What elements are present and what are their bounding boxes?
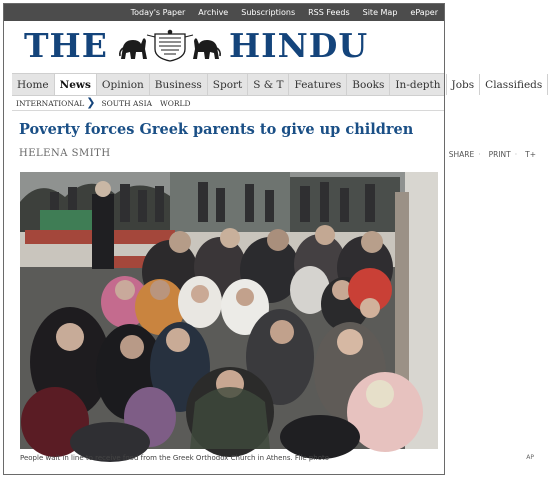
masthead[interactable] — [4, 21, 444, 71]
nav-item-news[interactable]: News — [55, 74, 97, 95]
nav-item-s-and-t[interactable]: S & T — [248, 74, 289, 95]
print-button[interactable]: PRINT — [488, 150, 511, 159]
nav-item-classifieds[interactable]: Classifieds — [480, 74, 548, 95]
utility-bar — [4, 4, 444, 21]
archive-link[interactable]: Archive — [198, 8, 229, 17]
photo-credit: AP — [526, 454, 534, 461]
nav-item-home[interactable]: Home — [12, 74, 55, 95]
nav-item-features[interactable]: Features — [289, 74, 347, 95]
nav-item-opinion[interactable]: Opinion — [97, 74, 150, 95]
nav-item-sport[interactable]: Sport — [208, 74, 248, 95]
main-nav — [12, 73, 543, 96]
crowd-photo-illustration — [20, 172, 438, 449]
epaper-link[interactable]: ePaper — [410, 8, 438, 17]
nav-item-in-depth[interactable]: In-depth — [390, 74, 446, 95]
todays-paper-link[interactable]: Today's Paper — [130, 8, 186, 17]
text-size-button[interactable]: T+ — [525, 150, 536, 159]
share-button[interactable]: SHARE — [448, 150, 475, 159]
article-photo[interactable] — [20, 172, 438, 449]
rss-feeds-link[interactable]: RSS Feeds — [308, 8, 350, 17]
site-map-link[interactable]: Site Map — [362, 8, 398, 17]
elephant-emblem-icon — [117, 29, 223, 63]
subnav-item-international[interactable]: INTERNATIONAL — [16, 98, 85, 108]
article-byline[interactable]: HELENA SMITH — [19, 148, 111, 159]
article-headline: Poverty forces Greek parents to give up children — [19, 121, 414, 138]
nav-item-business[interactable]: Business — [150, 74, 208, 95]
subscriptions-link[interactable]: Subscriptions — [241, 8, 296, 17]
section-subnav — [12, 96, 444, 111]
tool-divider: · — [514, 150, 518, 159]
chevron-right-icon: ❯ — [86, 96, 96, 109]
photo-caption: People wait in line to receive food from the Greek Orthodox Church in Athens. File photo — [20, 454, 330, 462]
nav-item-jobs[interactable]: Jobs — [447, 74, 481, 95]
article-tools — [441, 150, 536, 159]
logo-word-the[interactable]: THE — [24, 26, 108, 65]
logo-word-hindu[interactable]: HINDU — [229, 26, 369, 65]
nav-item-books[interactable]: Books — [347, 74, 390, 95]
subnav-item-world[interactable]: WORLD — [159, 98, 191, 108]
subnav-item-south-asia[interactable]: SOUTH ASIA — [101, 98, 152, 108]
tool-divider: · — [478, 150, 481, 159]
